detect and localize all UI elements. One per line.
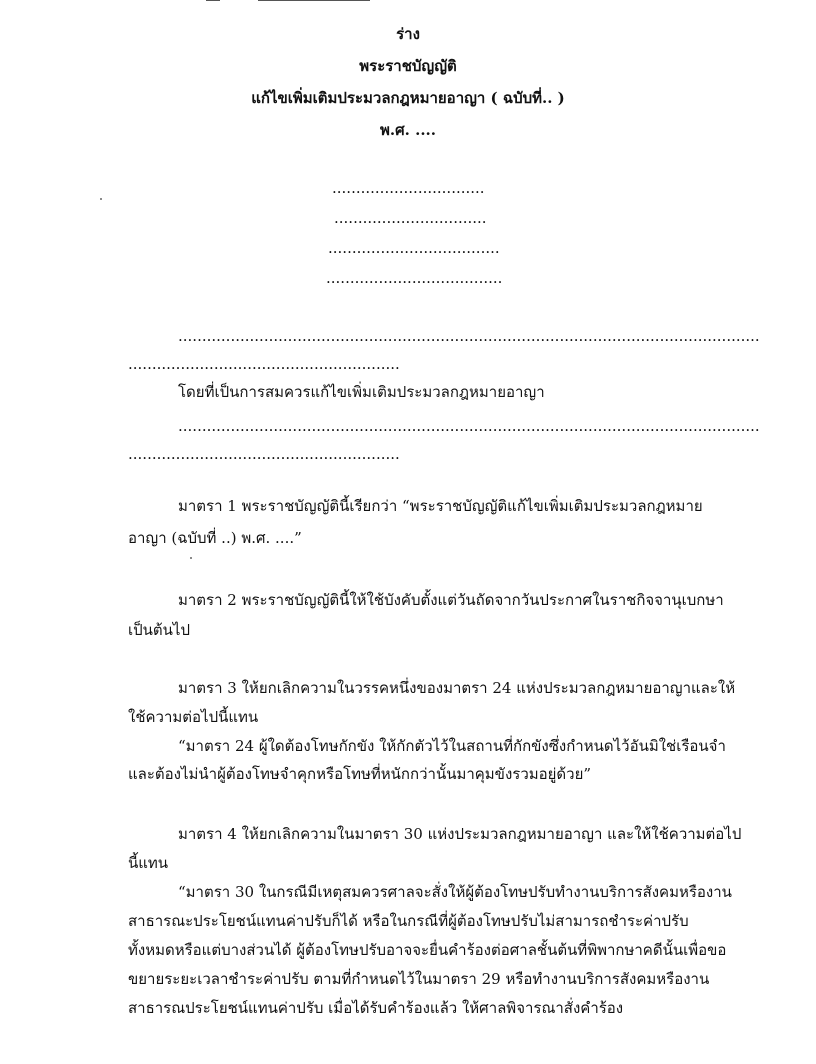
placeholder-line: ................................ bbox=[334, 209, 487, 227]
preamble-dotted-line: .......................................................................................................................... bbox=[178, 417, 760, 435]
scan-edge-mark bbox=[258, 0, 370, 1]
section-4-text: นี้แทน bbox=[128, 854, 169, 872]
preamble-whereas: โดยที่เป็นการสมควรแก้ไขเพิ่มเติมประมวลกฎหมายอาญา bbox=[178, 383, 545, 401]
section-3-quote: “มาตรา 24 ผู้ใดต้องโทษกักขัง ให้กักตัวไว้ในสถานที่กักขังซึ่งกำหนดไว้อันมิใช่เรือนจำ bbox=[178, 737, 726, 755]
draft-label: ร่าง bbox=[396, 25, 420, 43]
scan-edge-mark bbox=[206, 0, 220, 1]
scan-speck bbox=[190, 557, 192, 559]
section-3-quote: และต้องไม่นำผู้ต้องโทษจำคุกหรือโทษที่หนักกว่านั้นมาคุมขังรวมอยู่ด้วย” bbox=[128, 765, 592, 783]
section-4-quote: สาธารณะประโยชน์แทนค่าปรับก็ได้ หรือในกรณีที่ผู้ต้องโทษปรับไม่สามารถชำระค่าปรับ bbox=[128, 912, 689, 930]
placeholder-line: ..................................... bbox=[326, 269, 503, 287]
year-label: พ.ศ. .... bbox=[380, 121, 436, 139]
preamble-dotted-line: .......................................................................................................................... bbox=[178, 327, 760, 345]
section-1-text: มาตรา 1 พระราชบัญญัตินี้เรียกว่า “พระราชบัญญัติแก้ไขเพิ่มเติมประมวลกฎหมาย bbox=[178, 497, 703, 515]
placeholder-line: .................................... bbox=[328, 239, 500, 257]
section-4-text: มาตรา 4 ให้ยกเลิกความในมาตรา 30 แห่งประมวลกฎหมายอาญา และให้ใช้ความต่อไป bbox=[178, 825, 742, 843]
preamble-dotted-line: ......................................................... bbox=[128, 355, 400, 373]
document-title: แก้ไขเพิ่มเติมประมวลกฎหมายอาญา ( ฉบับที่.. ) bbox=[251, 89, 565, 107]
section-3-text: มาตรา 3 ให้ยกเลิกความในวรรคหนึ่งของมาตรา 24 แห่งประมวลกฎหมายอาญาและให้ bbox=[178, 679, 736, 697]
section-3-text: ใช้ความต่อไปนี้แทน bbox=[128, 708, 259, 726]
act-label: พระราชบัญญัติ bbox=[359, 57, 457, 75]
section-1-text: อาญา (ฉบับที่ ..) พ.ศ. ....” bbox=[128, 529, 302, 547]
section-2-text: มาตรา 2 พระราชบัญญัตินี้ให้ใช้บังคับตั้งแต่วันถัดจากวันประกาศในราชกิจจานุเบกษา bbox=[178, 591, 724, 609]
section-4-quote: สาธารณประโยชน์แทนค่าปรับ เมื่อได้รับคำร้องแล้ว ให้ศาลพิจารณาสั่งคำร้อง bbox=[128, 999, 624, 1017]
section-2-text: เป็นต้นไป bbox=[128, 621, 190, 639]
scan-speck bbox=[100, 198, 102, 200]
section-4-quote: ทั้งหมดหรือแต่บางส่วนได้ ผู้ต้องโทษปรับอาจจะยื่นคำร้องต่อศาลชั้นต้นที่พิพากษาคดีนั้นเพื่อขอ bbox=[128, 941, 727, 959]
placeholder-line: ................................ bbox=[332, 179, 485, 197]
preamble-dotted-line: ......................................................... bbox=[128, 445, 400, 463]
section-4-quote: “มาตรา 30 ในกรณีมีเหตุสมควรศาลจะสั่งให้ผู้ต้องโทษปรับทำงานบริการสังคมหรืองาน bbox=[178, 883, 732, 901]
section-4-quote: ขยายระยะเวลาชำระค่าปรับ ตามที่กำหนดไว้ในมาตรา 29 หรือทำงานบริการสังคมหรืองาน bbox=[128, 970, 710, 988]
